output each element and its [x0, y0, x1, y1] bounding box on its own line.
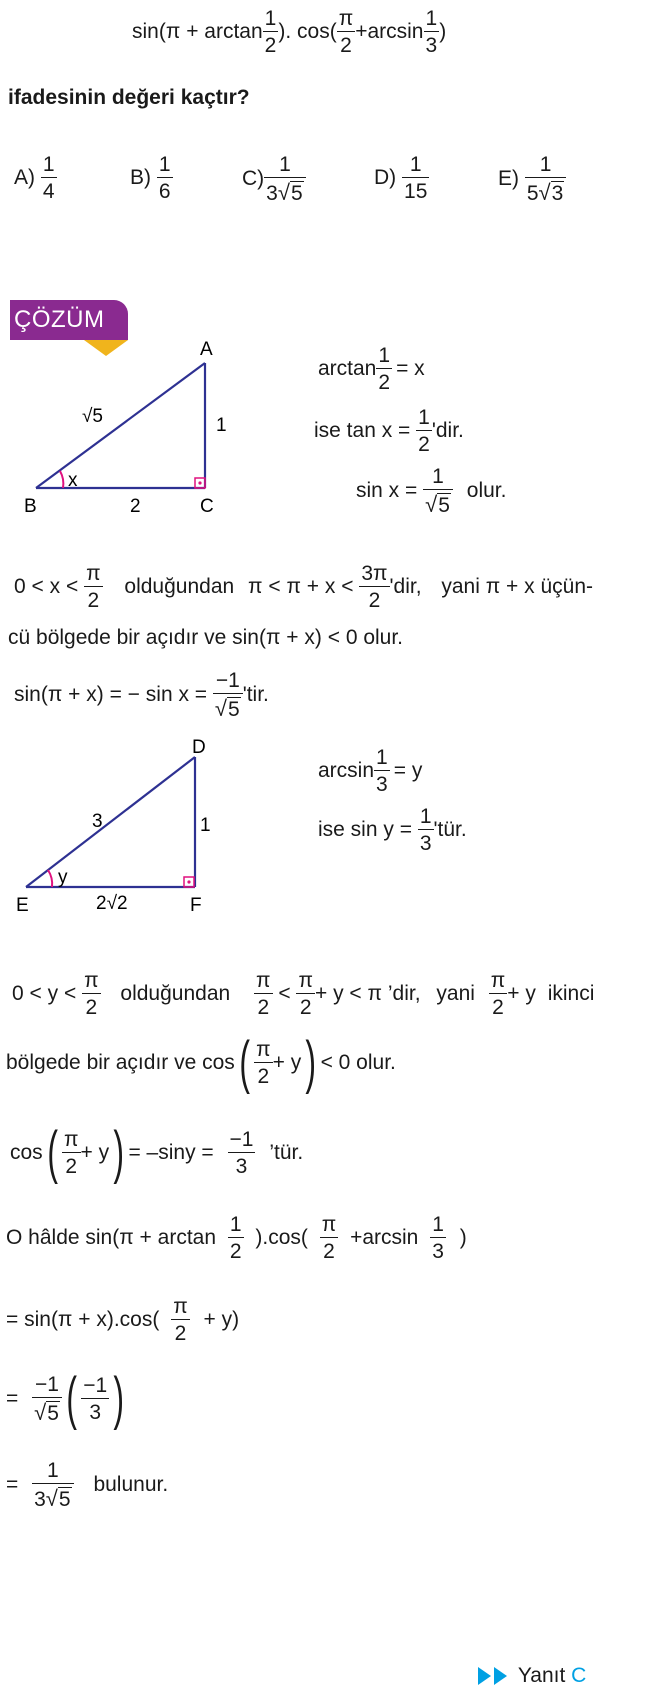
answer-label: Yanıt — [517, 1664, 566, 1688]
right-angle-dot — [187, 880, 190, 883]
option-e[interactable]: E) $\frac{1}{5√3}$ — [498, 154, 566, 204]
answer-indicator — [476, 1664, 586, 1688]
vertex-e-label: E — [16, 895, 29, 916]
angle-x-arc — [60, 471, 63, 488]
sin-y-equation: ise sin y = $\frac{1}{3}$ 'tür. — [318, 805, 467, 855]
double-arrow-icon — [476, 1664, 512, 1688]
quadrant-y-line: bölgede bir açıdır ve cos( $\frac{\pi}{2}$ + y) < 0 olur. — [6, 1030, 396, 1095]
fraction: $\frac{\pi}{2}$ — [338, 7, 354, 57]
triangle-def — [0, 735, 260, 925]
quadrant-x-text: cü bölgede bir açıdır ve sin(π + x) < 0 olur. — [8, 626, 404, 649]
badge-pointer-triangle — [84, 340, 128, 356]
solution-badge — [10, 300, 128, 346]
leg-vertical-label: 1 — [216, 415, 227, 436]
final-step-2: = sin(π + x).cos( $\frac{\pi}{2}$ + y) — [6, 1295, 240, 1345]
leg-horizontal-label: 2 — [130, 496, 141, 517]
sin-x-equation: sin x = $\frac{1}{√5}$ olur. — [356, 465, 507, 517]
right-angle-dot — [198, 481, 201, 484]
final-result: = $\frac{1}{3√5}$ bulunur. — [6, 1459, 169, 1511]
angle-y-arc — [48, 870, 52, 887]
interval-x-line: 0 < x < $\frac{\pi}{2}$ olduğundan π < π + x < $\frac{3\pi}{2}$ 'dir, yani π + x üçün- — [14, 562, 594, 612]
hypotenuse-label: 3 — [92, 811, 103, 832]
leg-horizontal-label: 2√2 — [96, 893, 128, 914]
fraction: $\frac{1}{2}$ — [264, 7, 277, 57]
side-de — [26, 757, 195, 887]
question-expression: sin(π + arctan $\frac{1}{2}$ ). cos( $\frac{\pi}{2}$ +arcsin $\frac{1}{3}$ ) — [132, 7, 447, 57]
arcsin-definition: arcsin $\frac{1}{3}$ = y — [318, 746, 423, 796]
cos-pi-half-plus-y-equation: cos( $\frac{\pi}{2}$ + y) = –siny = $\frac{-1}{3}$ ’tür. — [10, 1120, 304, 1185]
angle-x-label: x — [68, 470, 78, 491]
option-d[interactable]: D) $\frac{1}{15}$ — [374, 153, 428, 203]
vertex-f-label: F — [190, 895, 202, 916]
interval-y-line: 0 < y < $\frac{\pi}{2}$ olduğundan $\frac{\pi}{2}$ < $\frac{\pi}{2}$ + y < π ’dir, yani $\frac{\pi}{2}$ + y ikinci — [12, 969, 595, 1019]
option-a[interactable]: A) $\frac{1}{4}$ — [14, 153, 55, 203]
answer-letter: C — [571, 1664, 587, 1688]
sin-pi-plus-x-equation: sin(π + x) = − sin x = $\frac{-1}{√5}$ 'tir. — [14, 669, 269, 721]
question-prompt: ifadesinin değeri kaçtır? — [8, 86, 250, 109]
hypotenuse-label: √5 — [82, 406, 103, 427]
option-c[interactable]: C) $\frac{1}{3√5}$ — [242, 154, 306, 204]
side-ab — [36, 363, 205, 488]
triangle-abc — [0, 339, 260, 535]
vertex-d-label: D — [192, 737, 206, 758]
option-b[interactable]: B) $\frac{1}{6}$ — [130, 153, 171, 203]
angle-y-label: y — [58, 867, 68, 888]
leg-vertical-label: 1 — [200, 815, 211, 836]
tan-x-equation: ise tan x = $\frac{1}{2}$ 'dir. — [314, 406, 464, 456]
vertex-c-label: C — [200, 496, 214, 517]
fraction: $\frac{1}{3}$ — [425, 7, 438, 57]
final-step-3: = $\frac{-1}{√5}$ ( $\frac{-1}{3}$ ) — [6, 1366, 125, 1431]
vertex-b-label: B — [24, 496, 37, 517]
final-step-1: O hâlde sin(π + arctan $\frac{1}{2}$ ).cos( $\frac{\pi}{2}$ +arcsin $\frac{1}{3}$ ) — [6, 1213, 467, 1263]
badge-label: ÇÖZÜM — [14, 306, 105, 333]
vertex-a-label: A — [200, 339, 213, 360]
arctan-definition: arctan $\frac{1}{2}$ = x — [318, 344, 425, 394]
